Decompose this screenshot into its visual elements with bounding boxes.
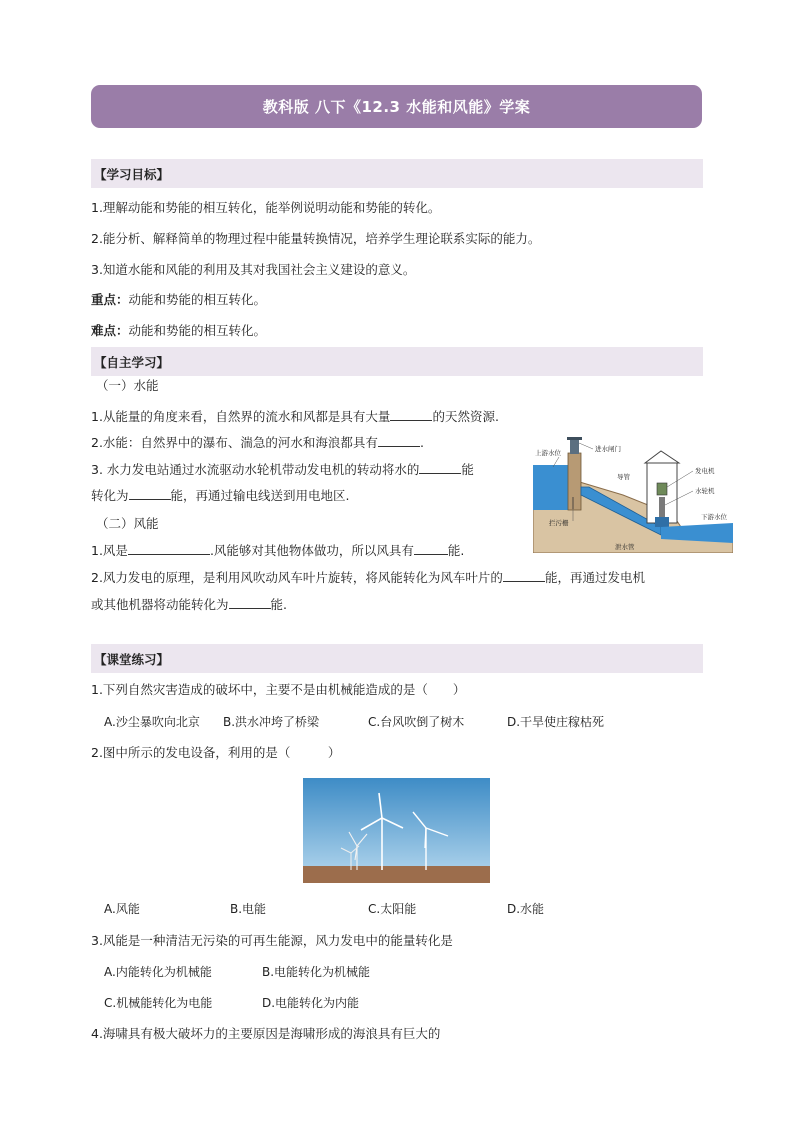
wind-question-2: 2.风力发电的原理，是利用风吹动风车叶片旋转，将风能转化为风车叶片的 能，再通过发电机	[91, 570, 645, 585]
answer-blank[interactable]	[414, 542, 448, 555]
q3-option-a[interactable]: A.内能转化为机械能	[104, 965, 212, 979]
goal-item-3: 3.知道水能和风能的利用及其对我国社会主义建设的意义。	[91, 262, 416, 277]
q3-option-c[interactable]: C.机械能转化为电能	[104, 996, 213, 1010]
self-question-3-cont: 转化为 能，再通过输电线送到用电地区.	[91, 488, 350, 503]
wind-turbine-photo	[303, 778, 490, 883]
answer-blank[interactable]	[129, 487, 171, 500]
key-point	[91, 292, 266, 308]
diagram-label-turbine: 水轮机	[695, 487, 715, 495]
difficult-point-label: 难点：	[91, 323, 129, 338]
goal-item-1: 1.理解动能和势能的相互转化，能举例说明动能和势能的转化。	[91, 200, 441, 215]
page-title: 教科版 八下《12.3 水能和风能》学案	[91, 85, 702, 128]
q1-option-a[interactable]: A.沙尘暴吹向北京	[104, 715, 200, 729]
difficult-point	[91, 323, 266, 339]
hydropower-diagram	[533, 435, 733, 553]
wind-question-2-cont: 或其他机器将动能转化为 能.	[91, 597, 287, 612]
practice-question-3: 3.风能是一种清洁无污染的可再生能源，风力发电中的能量转化是	[91, 933, 453, 948]
q2-option-c[interactable]: C.太阳能	[368, 902, 417, 916]
key-point-text: 动能和势能的相互转化。	[128, 292, 267, 307]
subsection-wind-energy: （二）风能	[96, 516, 159, 531]
self-question-3: 3. 水力发电站通过水流驱动水轮机带动发电机的转动将水的 能	[91, 462, 474, 477]
q2-option-b[interactable]: B.电能	[230, 902, 267, 916]
diagram-label-gate: 进水闸门	[595, 445, 621, 453]
q3-option-b[interactable]: B.电能转化为机械能	[262, 965, 371, 979]
section-self-study-heading: 【自主学习】	[91, 347, 703, 376]
q1-option-d[interactable]: D.干旱使庄稼枯死	[507, 715, 605, 729]
diagram-label-trash-rack: 拦污栅	[549, 519, 569, 527]
practice-question-4: 4.海啸具有极大破坏力的主要原因是海啸形成的海浪具有巨大的	[91, 1026, 441, 1041]
diagram-label-upstream: 上游水位	[535, 449, 561, 457]
diagram-label-pipe: 导管	[617, 473, 630, 481]
key-point-label: 重点：	[91, 292, 129, 307]
difficult-point-text: 动能和势能的相互转化。	[128, 323, 267, 338]
answer-blank[interactable]	[419, 461, 461, 474]
diagram-label-downstream: 下游水位	[701, 513, 727, 521]
section-practice-heading: 【课堂练习】	[91, 644, 703, 673]
practice-question-1: 1.下列自然灾害造成的破坏中，主要不是由机械能造成的是（ ）	[91, 682, 466, 697]
q1-option-b[interactable]: B.洪水冲垮了桥梁	[223, 715, 320, 729]
q2-option-d[interactable]: D.水能	[507, 902, 545, 916]
subsection-water-energy: （一）水能	[96, 378, 159, 393]
self-question-2: 2.水能：自然界中的瀑布、湍急的河水和海浪都具有 .	[91, 435, 424, 450]
answer-blank[interactable]	[503, 569, 545, 582]
practice-question-2: 2.图中所示的发电设备，利用的是（ ）	[91, 745, 341, 760]
diagram-label-generator: 发电机	[695, 467, 715, 475]
section-goals-heading: 【学习目标】	[91, 159, 703, 188]
answer-blank[interactable]	[378, 434, 420, 447]
diagram-label-tailrace: 泄水管	[615, 543, 635, 551]
q2-option-a[interactable]: A.风能	[104, 902, 140, 916]
goal-item-2: 2.能分析、解释简单的物理过程中能量转换情况，培养学生理论联系实际的能力。	[91, 231, 541, 246]
answer-blank[interactable]	[229, 596, 271, 609]
q3-option-d[interactable]: D.电能转化为内能	[262, 996, 360, 1010]
q1-option-c[interactable]: C.台风吹倒了树木	[368, 715, 465, 729]
self-question-1: 1.从能量的角度来看，自然界的流水和风都是具有大量 的天然资源.	[91, 409, 499, 424]
wind-question-1: 1.风是 .风能够对其他物体做功，所以风具有 能.	[91, 543, 465, 558]
answer-blank[interactable]	[390, 408, 432, 421]
answer-blank[interactable]	[128, 542, 210, 555]
